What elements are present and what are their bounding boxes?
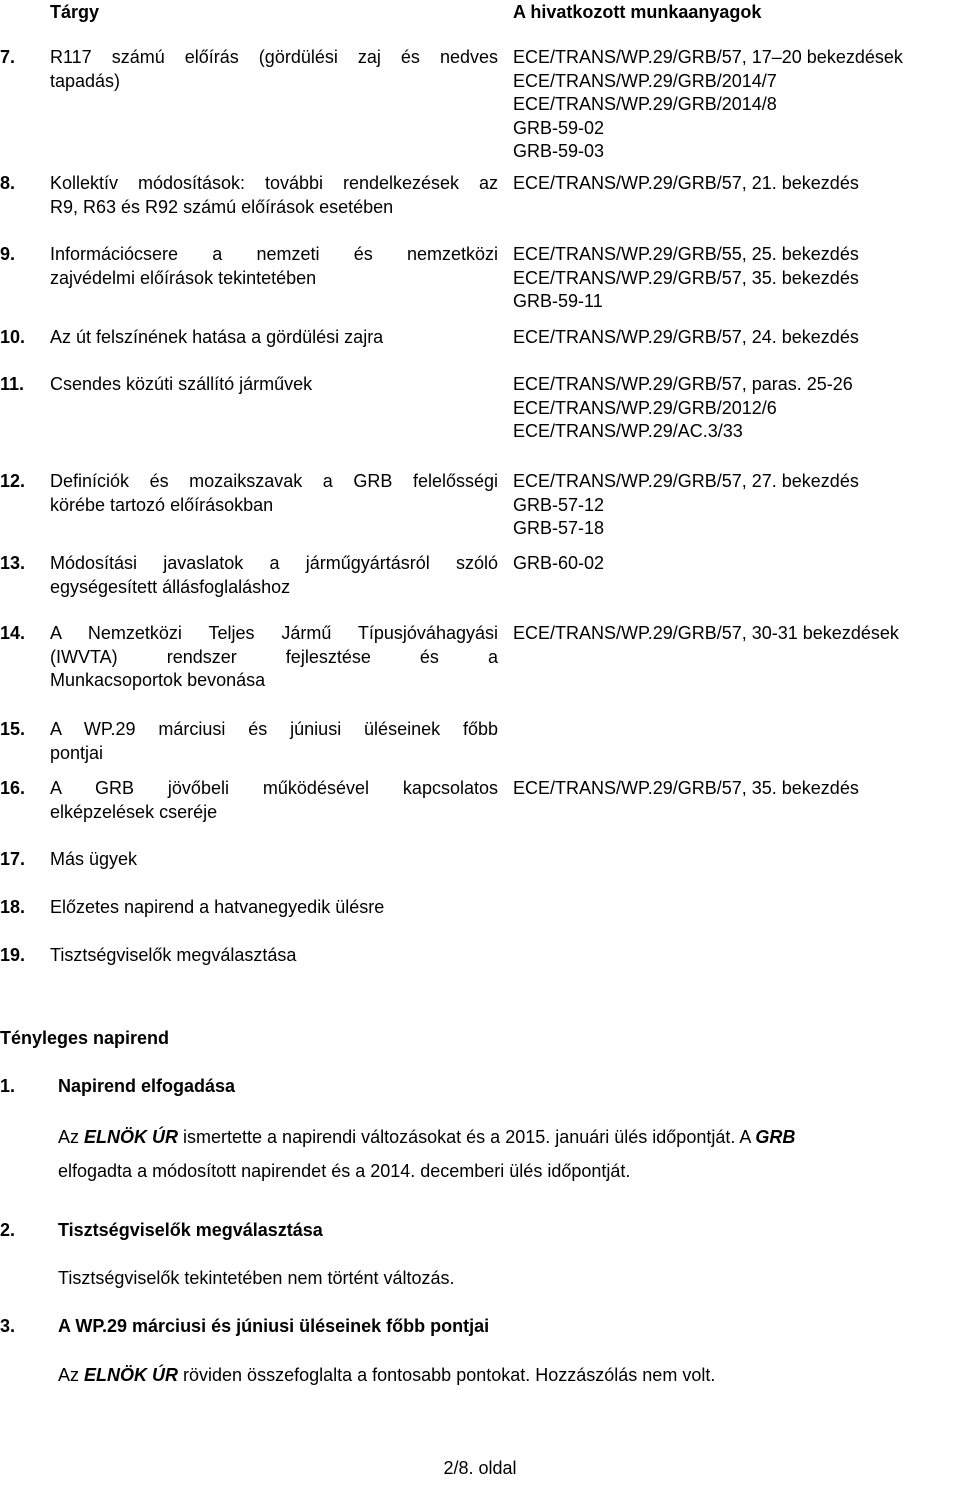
agenda-item-subject-line: Munkacsoportok bevonása xyxy=(50,670,266,690)
text-run: Az xyxy=(58,1127,85,1147)
section-1-paragraph-line1 xyxy=(58,1120,958,1154)
agenda-item-subject xyxy=(50,622,498,693)
agenda-item-subject-line: pontjai xyxy=(50,742,104,763)
agenda-item-subject-line: (IWVTA) rendszer fejlesztése és a xyxy=(50,646,498,667)
agenda-item-number: 9. xyxy=(0,244,16,264)
reference-document: ECE/TRANS/WP.29/GRB/55, 25. bekezdés xyxy=(513,244,859,264)
agenda-item-subject xyxy=(50,243,498,290)
agenda-item-subject-line: R9, R63 és R92 számú előírások esetében xyxy=(50,196,394,217)
agenda-item-subject xyxy=(50,46,498,93)
reference-document: ECE/TRANS/WP.29/GRB/57, 17–20 bekezdések xyxy=(513,47,903,67)
reference-document: ECE/TRANS/WP.29/AC.3/33 xyxy=(513,421,743,441)
reference-document: ECE/TRANS/WP.29/GRB/57, 35. bekezdés xyxy=(513,267,859,288)
column-header-subject: Tárgy xyxy=(50,2,100,22)
agenda-item-subject-line: A Nemzetközi Teljes Jármű Típusjóváhagyási xyxy=(50,623,498,643)
reference-document: GRB-60-02 xyxy=(513,553,605,573)
section-title-actual-agenda: Tényleges napirend xyxy=(0,1028,170,1048)
agenda-item-number: 13. xyxy=(0,553,26,573)
reference-document: ECE/TRANS/WP.29/GRB/2014/8 xyxy=(513,94,777,114)
agenda-item-number: 19. xyxy=(0,945,26,965)
agenda-item-number: 14. xyxy=(0,623,26,643)
text-run: röviden összefoglalta a fontosabb pontokat. Hozzászólás nem volt. xyxy=(178,1365,716,1385)
agenda-item-subject-line: tapadás) xyxy=(50,70,121,91)
agenda-item-subject xyxy=(50,777,498,824)
agenda-item-subject-line: A WP.29 márciusi és júniusi üléseinek főbb xyxy=(50,719,498,739)
agenda-item-references xyxy=(513,777,960,801)
agenda-item-references xyxy=(513,326,960,350)
reference-document: GRB-59-11 xyxy=(513,291,603,311)
agenda-item-subject-line: Előzetes napirend a hatvanegyedik ülésre xyxy=(50,897,385,917)
reference-document: GRB-59-03 xyxy=(513,141,605,161)
agenda-item-subject-line: Információcsere a nemzeti és nemzetközi xyxy=(50,244,498,264)
agenda-item-number: 10. xyxy=(0,327,26,347)
agenda-item-subject-line: zajvédelmi előírások tekintetében xyxy=(50,267,317,288)
agenda-item-number: 8. xyxy=(0,173,16,193)
agenda-item-subject xyxy=(50,326,498,350)
agenda-item-subject xyxy=(50,373,498,397)
agenda-item-subject-line: egységesített állásfoglaláshoz xyxy=(50,576,291,597)
agenda-item-number: 16. xyxy=(0,778,26,798)
text-run: Az xyxy=(58,1365,85,1385)
agenda-item-subject-line: Az út felszínének hatása a gördülési zajra xyxy=(50,327,384,347)
section-3-paragraph xyxy=(58,1358,958,1392)
section-1-number: 1. xyxy=(0,1076,16,1096)
agenda-item-references xyxy=(513,622,960,646)
agenda-item-references xyxy=(513,470,960,541)
section-1-paragraph-line2: elfogadta a módosított napirendet és a 2014. decemberi ülés időpontját. xyxy=(58,1161,631,1181)
reference-document: ECE/TRANS/WP.29/GRB/57, 21. bekezdés xyxy=(513,173,859,193)
reference-document: ECE/TRANS/WP.29/GRB/2012/6 xyxy=(513,397,777,418)
agenda-item-subject xyxy=(50,944,498,968)
agenda-item-references xyxy=(513,552,960,576)
chairman-emphasis: ELNÖK ÚR xyxy=(84,1365,179,1385)
agenda-item-subject xyxy=(50,172,498,219)
agenda-item-subject-line: A GRB jövőbeli működésével kapcsolatos xyxy=(50,778,498,798)
agenda-item-references xyxy=(513,46,960,164)
agenda-item-subject-line: Módosítási javaslatok a járműgyártásról szóló xyxy=(50,553,498,573)
agenda-item-number: 18. xyxy=(0,897,26,917)
agenda-item-number: 15. xyxy=(0,719,26,739)
agenda-item-subject xyxy=(50,470,498,517)
section-2-number: 2. xyxy=(0,1220,16,1240)
column-header-references: A hivatkozott munkaanyagok xyxy=(513,2,762,22)
reference-document: ECE/TRANS/WP.29/GRB/57, paras. 25-26 xyxy=(513,374,853,394)
agenda-item-subject-line: Tisztségviselők megválasztása xyxy=(50,945,297,965)
agenda-item-subject-line: R117 számú előírás (gördülési zaj és nedves xyxy=(50,47,498,67)
reference-document: ECE/TRANS/WP.29/GRB/57, 30-31 bekezdések xyxy=(513,623,899,643)
reference-document: ECE/TRANS/WP.29/GRB/57, 24. bekezdés xyxy=(513,327,859,347)
section-2-paragraph: Tisztségviselők tekintetében nem történt változás. xyxy=(58,1268,455,1288)
section-1-title: Napirend elfogadása xyxy=(58,1076,236,1096)
section-3-title: A WP.29 márciusi és júniusi üléseinek főbb pontjai xyxy=(58,1316,490,1336)
section-3-number: 3. xyxy=(0,1316,16,1336)
agenda-item-subject-line: elképzelések cseréje xyxy=(50,801,218,822)
agenda-item-subject-line: Más ügyek xyxy=(50,849,138,869)
agenda-item-subject xyxy=(50,896,498,920)
agenda-item-subject xyxy=(50,848,498,872)
agenda-item-subject xyxy=(50,718,498,765)
agenda-item-references xyxy=(513,172,960,196)
section-1-paragraph xyxy=(58,1120,958,1188)
reference-document: GRB-57-18 xyxy=(513,518,605,538)
grb-emphasis: GRB xyxy=(755,1127,796,1147)
page-number: 2/8. oldal xyxy=(443,1458,517,1478)
text-run: ismertette a napirendi változásokat és a 2015. januári ülés időpontját. A xyxy=(178,1127,756,1147)
agenda-item-number: 17. xyxy=(0,849,26,869)
agenda-item-subject-line: körébe tartozó előírásokban xyxy=(50,494,274,515)
reference-document: ECE/TRANS/WP.29/GRB/2014/7 xyxy=(513,70,777,91)
agenda-item-subject-line: Kollektív módosítások: további rendelkezések az xyxy=(50,173,498,193)
agenda-item-subject-line: Csendes közúti szállító járművek xyxy=(50,374,313,394)
reference-document: ECE/TRANS/WP.29/GRB/57, 35. bekezdés xyxy=(513,778,859,798)
reference-document: ECE/TRANS/WP.29/GRB/57, 27. bekezdés xyxy=(513,471,859,491)
chairman-emphasis: ELNÖK ÚR xyxy=(84,1127,179,1147)
agenda-item-references xyxy=(513,373,960,444)
agenda-item-subject xyxy=(50,552,498,599)
reference-document: GRB-57-12 xyxy=(513,494,605,515)
section-2-title: Tisztségviselők megválasztása xyxy=(58,1220,323,1240)
agenda-item-number: 7. xyxy=(0,47,16,67)
agenda-item-number: 12. xyxy=(0,471,26,491)
agenda-item-number: 11. xyxy=(0,374,25,394)
agenda-item-subject-line: Definíciók és mozaikszavak a GRB felelősségi xyxy=(50,471,498,491)
reference-document: GRB-59-02 xyxy=(513,117,605,138)
agenda-item-references xyxy=(513,243,960,314)
